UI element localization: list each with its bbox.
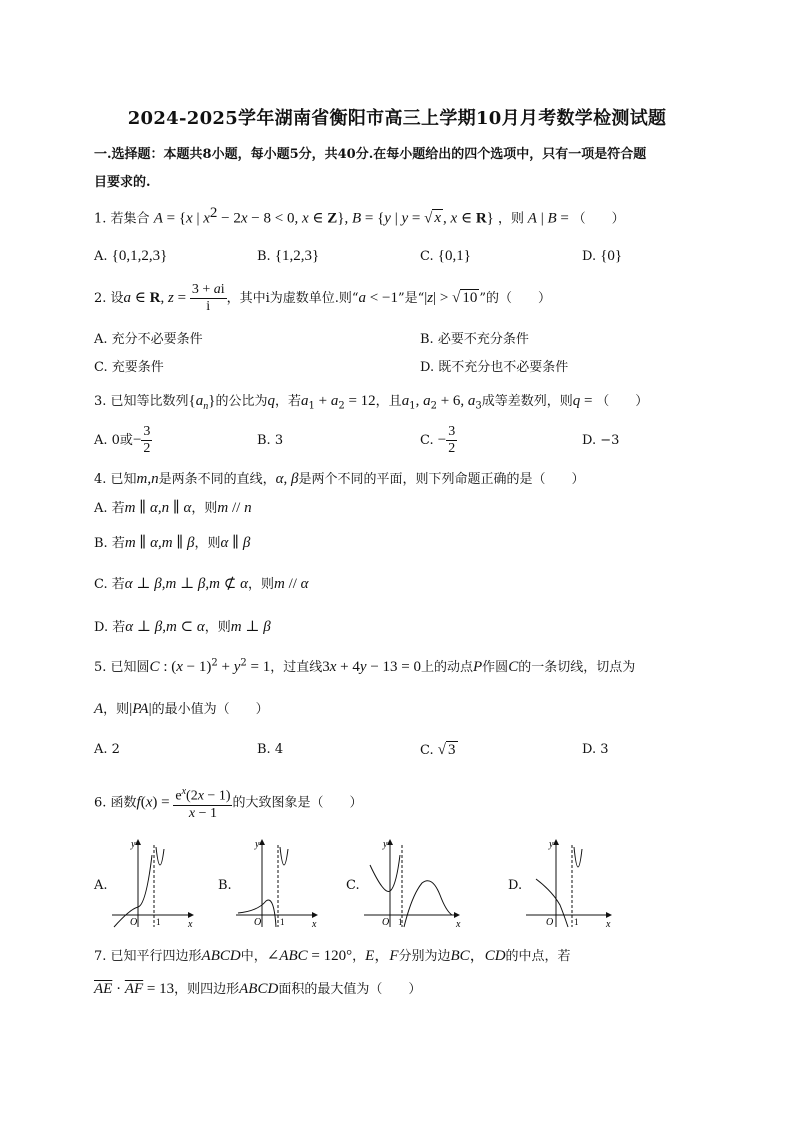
q6-graph-c [360,835,464,931]
svg-text:O: O [254,917,262,928]
q1-blank: （ ） [572,211,625,227]
svg-text:y: y [549,839,554,850]
q1-prefix: 1. 若集合 [94,211,150,227]
q2-option-d: D. 既不充分也不必要条件 [420,360,569,375]
q4-option-d: D. 若α ⊥ β,m ⊂ α，则m ⊥ β [94,619,271,635]
q3-option-c: C. − $\frac{3}{2}$ [420,424,456,456]
page-title: 2024-2025学年湖南省衡阳市高三上学期10月月考数学检测试题 [127,108,667,129]
q5-option-c: C. √ 3 [420,742,456,758]
svg-text:1: 1 [156,917,161,927]
q4-option-a: A. 若m ∥ α,n ∥ α，则m // n [94,500,252,516]
svg-text:1: 1 [574,917,579,927]
q6-option-c-label: C. [346,878,360,893]
q6-option-d-label: D. [508,878,523,893]
q6-graph-a [108,835,198,931]
q1-option-c: C. {0,1} [420,248,471,264]
question-1-stem: 1. 若集合 A = {x | $x^2 - 2x - 8 < 0$, x ∈ Z}, B = {y | y = √ x , x ∈ R} ，则 A | B = （ ） [94,205,625,227]
question-7-stem-line2: $\overline{AE} \cdot \overline{AF} = 13$，则四边形ABCD面积的最大值为（ ） [94,981,422,997]
svg-text:O: O [382,917,390,928]
svg-text:x: x [606,919,611,930]
q6-graph-d [522,835,616,931]
q2-option-a: A. 充分不必要条件 [94,332,203,347]
q6-option-a-label: A. [94,878,108,893]
q4-option-b: B. 若m ∥ α,m ∥ β，则α ∥ β [94,535,251,551]
q5-option-d: D. 3 [582,742,609,757]
svg-text:1: 1 [398,917,403,927]
question-6-stem: 6. 函数f(x) = $\frac{e^x(2x - 1)}{x - 1}$ 的大致图象是（ ） [94,786,363,821]
svg-text:O: O [546,917,554,928]
section-heading-line1: 一.选择题：本题共8小题，每小题5分，共40分.在每小题给出的四个选项中，只有一项是符合题 [94,147,647,162]
svg-text:O: O [130,917,138,928]
question-7-stem: 7. 已知平行四边形ABCD中，∠ABC = 120°，E，F分别为边BC，CD的中点，若 [94,948,571,964]
question-4-stem: 4. 已知m,n是两条不同的直线，α, β是两个不同的平面，则下列命题正确的是（ ） [94,471,585,487]
question-2-stem: 2. 设a ∈ R, z = $\frac{3 + ai}{i}$ ，其中i为虚数单位.则“a < −1”是“|z| > √ 10 ”的（ ） [94,282,551,314]
q3-option-d: D. −3 [582,433,620,448]
svg-text:1: 1 [280,917,285,927]
section-heading-line2: 目要求的. [94,175,151,190]
svg-text:y: y [255,839,260,850]
q3-option-b: B. 3 [257,433,284,448]
q1-option-d: D. {0} [582,248,623,264]
q6-graph-b [232,835,322,931]
svg-text:x: x [456,919,461,930]
question-5-stem: 5. 已知圆C : $(x - 1)^2 + y^2 = 1$，过直线3x + 4y − 13 = 0上的动点P作圆C的一条切线，切点为 [94,657,636,675]
svg-text:y: y [383,839,388,850]
q4-option-c: C. 若α ⊥ β,m ⊥ β,m ⊄ α，则m // α [94,576,309,592]
q1-option-b: B. {1,2,3} [257,248,320,264]
svg-text:x: x [188,919,193,930]
q2-option-c: C. 充要条件 [94,360,164,375]
svg-text:y: y [131,839,136,850]
q1-tail: ，则 [498,211,525,227]
q3-option-a: A. 0或− $\frac{3}{2}$ [94,424,151,456]
q5-option-a: A. 2 [94,742,120,757]
question-3-stem: 3. 已知等比数列$\{a_n\}$的公比为q，若$a_1 + a_2 = 12$，且$a_1$, $a_2 + 6$, $a_3$成等差数列，则q = （ ） [94,393,649,412]
q6-option-b-label: B. [218,878,232,893]
q2-option-b: B. 必要不充分条件 [420,332,529,347]
q5-option-b: B. 4 [257,742,284,757]
svg-text:x: x [312,919,317,930]
question-5-stem-line2: A，则|PA|的最小值为（ ） [94,701,269,717]
q1-option-a: A. {0,1,2,3} [94,248,168,264]
